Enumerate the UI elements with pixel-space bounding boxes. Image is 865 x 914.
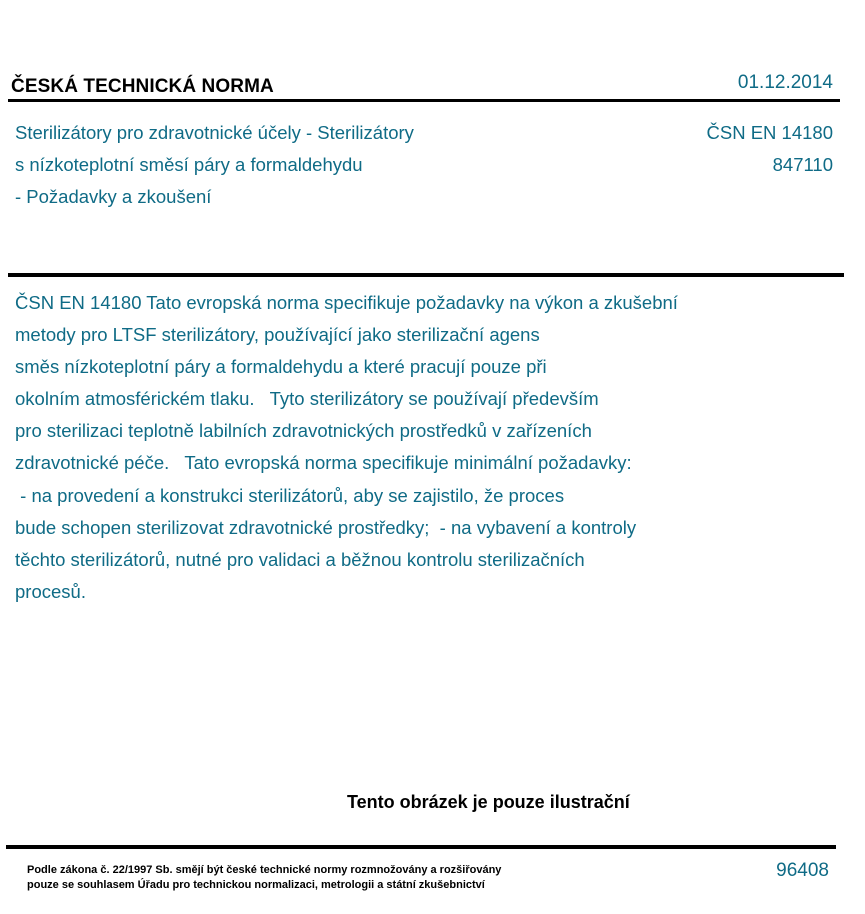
footer-divider	[6, 845, 836, 849]
legal-notice-line: Podle zákona č. 22/1997 Sb. smějí být české technické normy rozmnožovány a rozšiřovány	[27, 864, 502, 876]
abstract-line: pro sterilizaci teplotně labilních zdravotnických prostředků v zařízeních	[15, 420, 592, 442]
standard-title-line: s nízkoteplotní směsí páry a formaldehydu	[15, 154, 363, 175]
standard-title-line: - Požadavky a zkoušení	[15, 186, 212, 207]
abstract-line: bude schopen sterilizovat zdravotnické prostředky; - na vybavení a kontroly	[15, 516, 637, 538]
standard-code: ČSN EN 14180	[706, 122, 833, 143]
standard-identifiers	[707, 117, 833, 181]
abstract-line: těchto sterilizátorů, nutné pro validaci a běžnou kontrolu sterilizačních	[15, 548, 585, 570]
illustration-disclaimer: Tento obrázek je pouze ilustrační	[347, 792, 630, 812]
abstract-line: zdravotnické péče. Tato evropská norma specifikuje minimální požadavky:	[15, 452, 632, 474]
legal-notice-line: pouze se souhlasem Úřadu pro technickou normalizaci, metrologii a státní zkušebnictví	[27, 879, 485, 891]
standard-title-line: Sterilizátory pro zdravotnické účely - Sterilizátory	[15, 122, 414, 143]
document-heading: ČESKÁ TECHNICKÁ NORMA	[11, 76, 274, 97]
section-divider	[8, 273, 844, 277]
standard-title	[15, 117, 414, 213]
header-divider	[8, 99, 840, 102]
abstract-line: směs nízkoteplotní páry a formaldehydu a které pracují pouze při	[15, 356, 547, 378]
legal-notice	[27, 863, 501, 893]
abstract-line: okolním atmosférickém tlaku. Tyto sterilizátory se používají především	[15, 388, 599, 410]
abstract-line: procesů.	[15, 580, 86, 602]
abstract-text	[15, 287, 678, 608]
issue-date: 01.12.2014	[737, 72, 833, 93]
abstract-line: - na provedení a konstrukci sterilizátorů, aby se zajistilo, že proces	[15, 484, 565, 506]
abstract-line: ČSN EN 14180 Tato evropská norma specifikuje požadavky na výkon a zkušební	[15, 292, 678, 313]
abstract-line: metody pro LTSF sterilizátory, používající jako sterilizační agens	[15, 324, 540, 346]
document-number: 96408	[776, 860, 829, 881]
classification-number: 847110	[772, 154, 833, 175]
